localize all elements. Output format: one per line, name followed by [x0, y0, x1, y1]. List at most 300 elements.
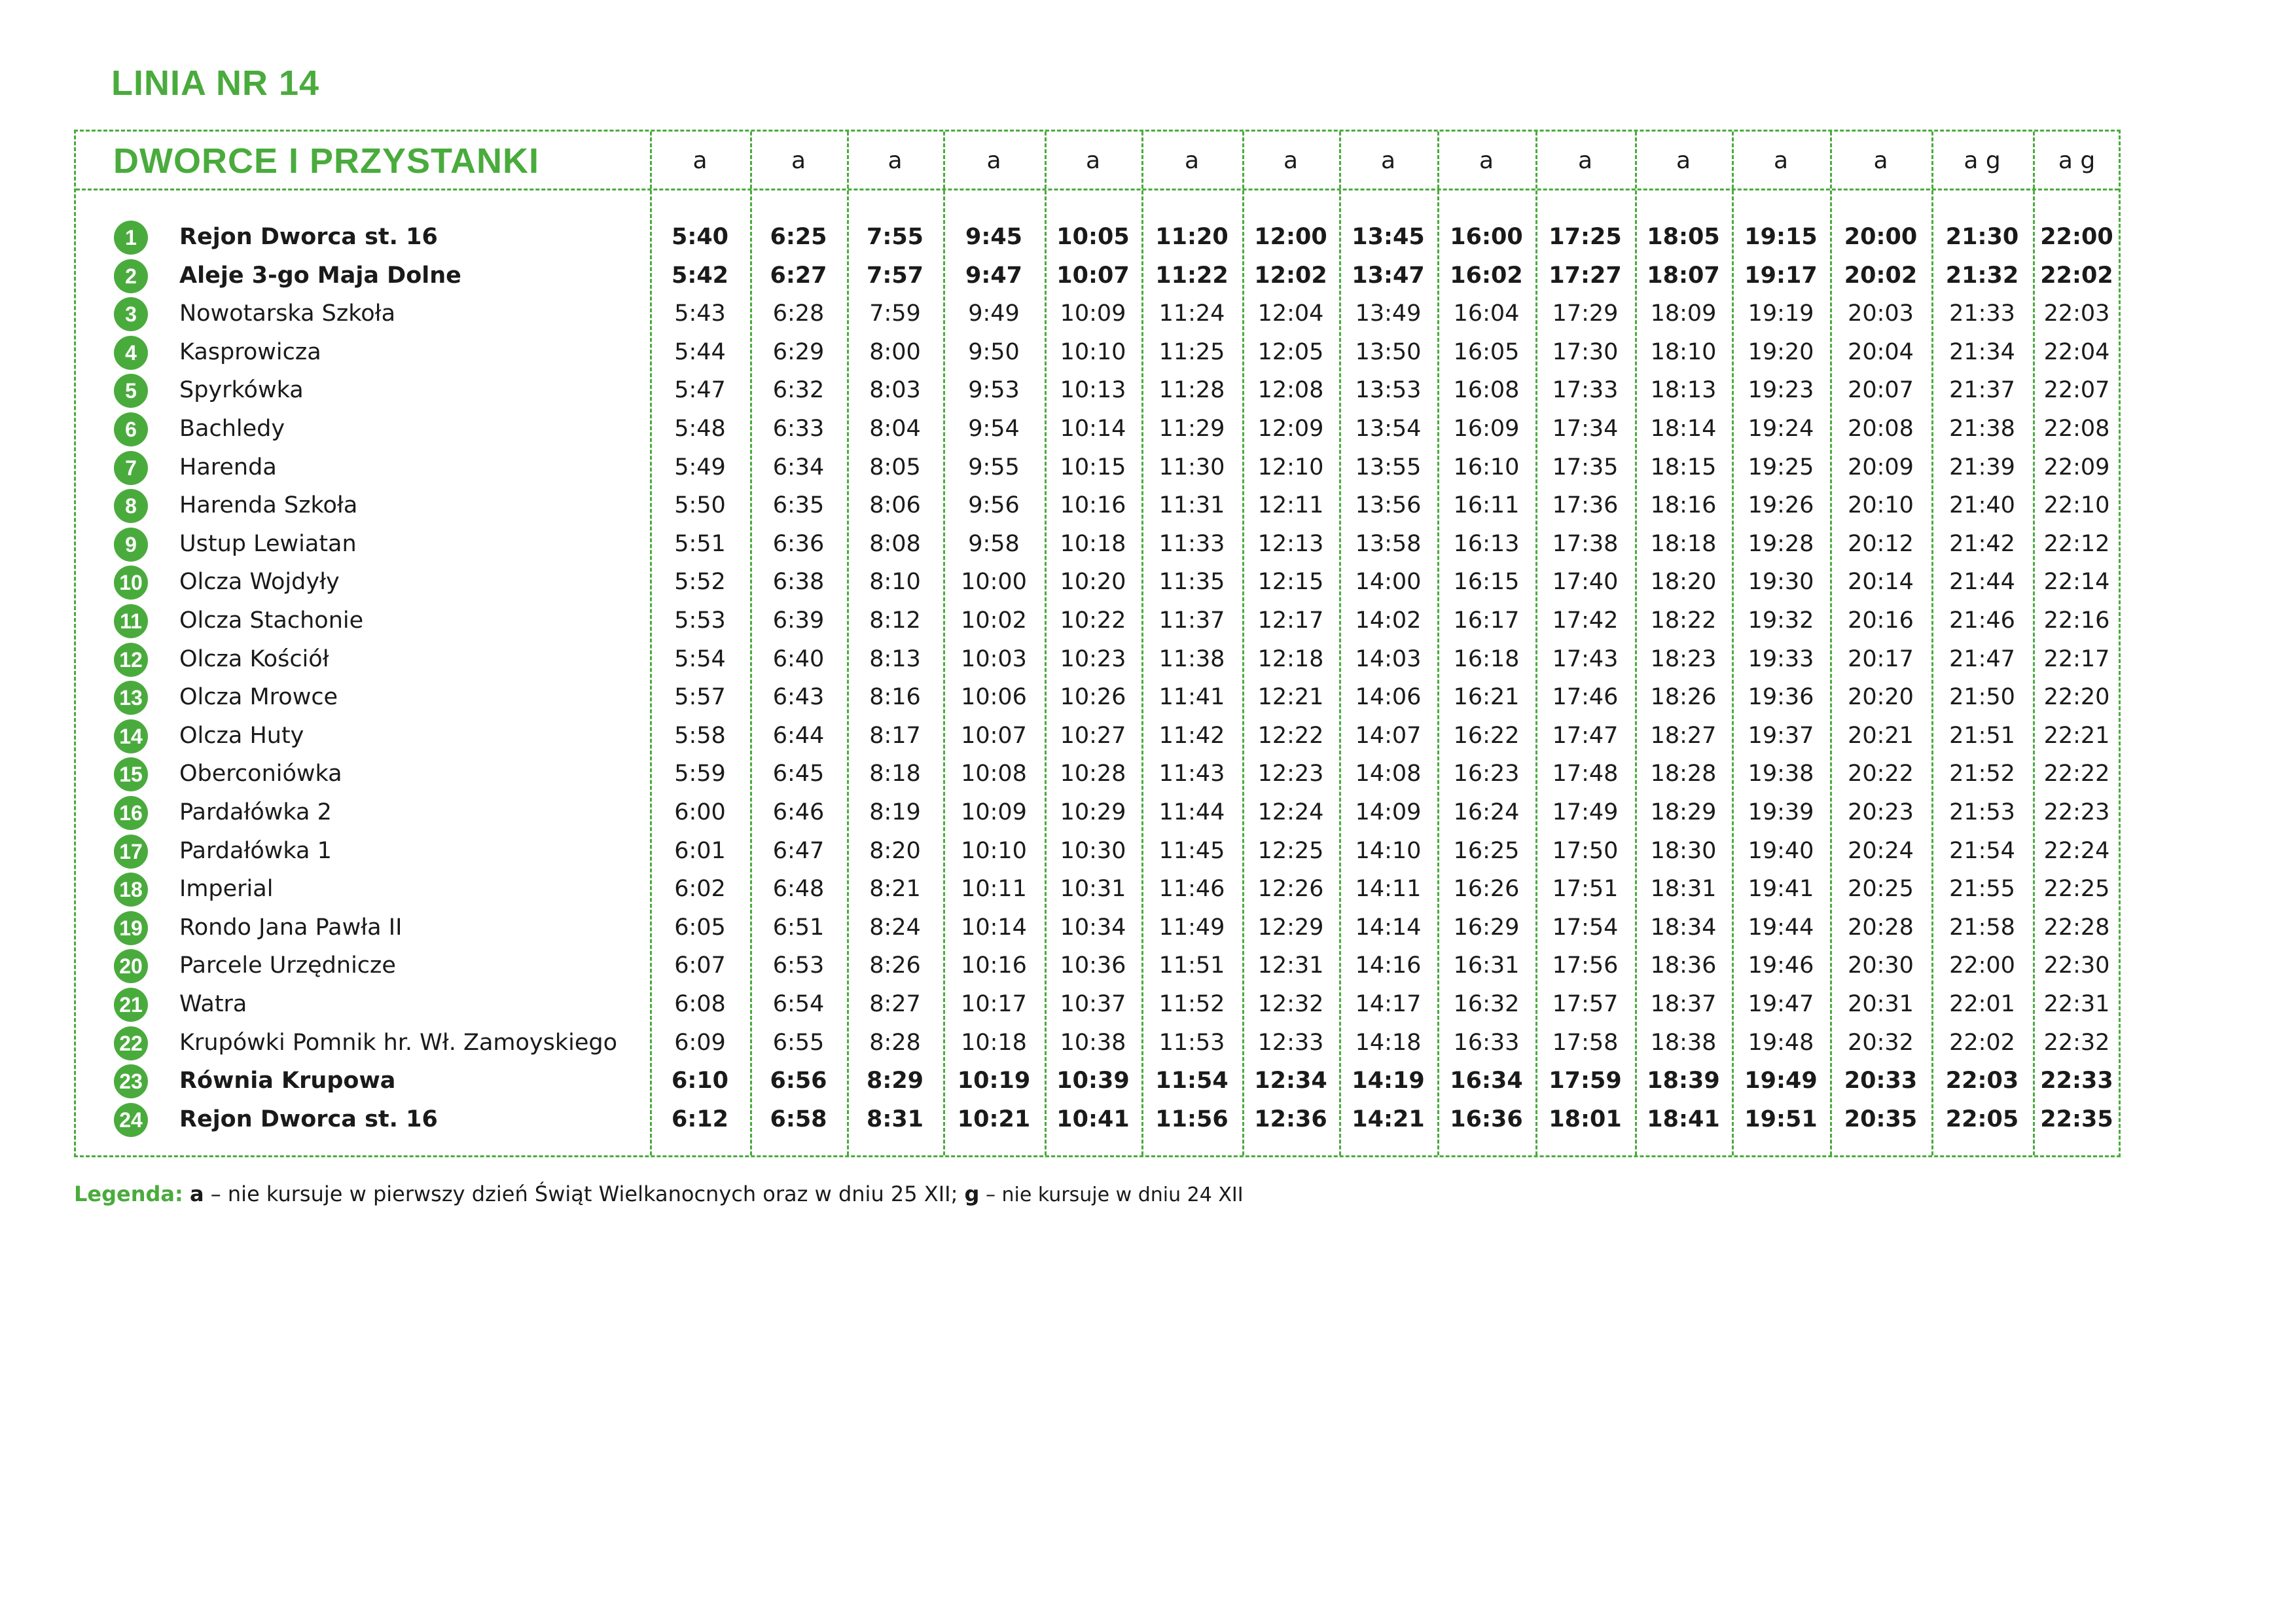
departure-time: 20:09	[1848, 454, 1914, 480]
departure-time: 5:53	[674, 607, 726, 634]
departure-time: 9:45	[965, 224, 1023, 250]
departure-time: 10:16	[1060, 492, 1126, 519]
stop-name: Parcele Urzędnicze	[179, 952, 396, 979]
course-column-header: a	[1085, 147, 1101, 174]
departure-time: 19:33	[1748, 645, 1814, 672]
timetable-header	[76, 132, 2119, 190]
departure-time: 19:44	[1748, 914, 1814, 941]
departure-time: 11:33	[1158, 530, 1225, 557]
departure-time: 17:40	[1552, 569, 1619, 596]
departure-time: 17:35	[1552, 454, 1619, 480]
departure-time: 12:36	[1254, 1106, 1327, 1132]
course-column-header: a g	[1964, 147, 2001, 174]
departure-time: 5:51	[674, 530, 726, 557]
course-column-header: a	[1873, 147, 1888, 174]
stop-number-badge: 17	[114, 835, 148, 869]
departure-time: 5:47	[674, 377, 726, 404]
stop-name: Bachledy	[179, 416, 285, 442]
departure-time: 19:38	[1748, 761, 1814, 787]
departure-time: 13:49	[1355, 300, 1422, 327]
course-column-header: a	[1577, 147, 1593, 174]
departure-time: 21:34	[1949, 338, 2015, 365]
departure-time: 13:47	[1352, 262, 1425, 289]
departure-time: 10:39	[1056, 1068, 1130, 1094]
departure-time: 12:26	[1257, 876, 1324, 903]
departure-time: 17:50	[1552, 837, 1619, 864]
table-row	[76, 717, 2119, 755]
departure-time: 18:13	[1650, 377, 1717, 404]
departure-time: 12:05	[1257, 338, 1324, 365]
departure-time: 8:16	[869, 684, 921, 711]
departure-time: 17:30	[1552, 338, 1619, 365]
departure-time: 5:49	[674, 454, 726, 480]
departure-time: 12:02	[1254, 262, 1327, 289]
stop-name: Watra	[179, 991, 247, 1017]
departure-time: 20:31	[1848, 991, 1914, 1017]
table-row	[76, 333, 2119, 372]
departure-time: 16:25	[1453, 837, 1520, 864]
departure-time: 18:20	[1650, 569, 1717, 596]
departure-time: 8:05	[869, 454, 921, 480]
stop-number-badge: 12	[114, 643, 148, 677]
departure-time: 10:23	[1060, 645, 1126, 672]
stop-name: Kasprowicza	[179, 338, 321, 365]
departure-time: 11:42	[1158, 722, 1225, 749]
departure-time: 9:50	[968, 338, 1020, 365]
stop-name: Harenda Szkoła	[179, 492, 358, 519]
table-row	[76, 985, 2119, 1024]
departure-time: 8:19	[869, 799, 921, 825]
departure-time: 21:37	[1949, 377, 2015, 404]
departure-time: 19:19	[1748, 300, 1814, 327]
departure-time: 17:34	[1552, 416, 1619, 442]
departure-time: 22:03	[2043, 300, 2110, 327]
stop-name: Oberconiówka	[179, 761, 342, 787]
departure-time: 20:32	[1848, 1029, 1914, 1056]
departure-time: 20:07	[1848, 377, 1914, 404]
departure-time: 16:09	[1453, 416, 1520, 442]
departure-time: 18:30	[1650, 837, 1717, 864]
departure-time: 18:22	[1650, 607, 1717, 634]
departure-time: 10:27	[1060, 722, 1126, 749]
departure-time: 18:05	[1647, 224, 1720, 250]
departure-time: 17:38	[1552, 530, 1619, 557]
departure-time: 16:18	[1453, 645, 1520, 672]
departure-time: 8:08	[869, 530, 921, 557]
departure-time: 11:54	[1155, 1068, 1229, 1094]
departure-time: 8:03	[869, 377, 921, 404]
departure-time: 5:48	[674, 416, 726, 442]
page-title: LINIA NR 14	[111, 63, 320, 103]
stop-number-badge: 21	[114, 988, 148, 1022]
stop-number-badge: 2	[114, 259, 148, 293]
departure-time: 20:02	[1844, 262, 1918, 289]
departure-time: 17:29	[1552, 300, 1619, 327]
departure-time: 11:22	[1155, 262, 1229, 289]
departure-time: 18:28	[1650, 761, 1717, 787]
departure-time: 6:39	[772, 607, 825, 634]
departure-time: 7:55	[866, 224, 924, 250]
stop-name: Spyrkówka	[179, 377, 304, 404]
departure-time: 10:26	[1060, 684, 1126, 711]
departure-time: 22:05	[1945, 1106, 2019, 1132]
departure-time: 10:06	[961, 684, 1027, 711]
departure-time: 10:31	[1060, 876, 1126, 903]
departure-time: 22:14	[2043, 569, 2110, 596]
course-column-header: a	[1380, 147, 1396, 174]
departure-time: 11:28	[1158, 377, 1225, 404]
departure-time: 22:33	[2040, 1068, 2113, 1094]
course-column-header: a g	[2058, 147, 2096, 174]
departure-time: 16:04	[1453, 300, 1520, 327]
departure-time: 19:23	[1748, 377, 1814, 404]
departure-time: 5:50	[674, 492, 726, 519]
departure-time: 14:10	[1355, 837, 1422, 864]
stop-number-badge: 10	[114, 566, 148, 600]
departure-time: 10:16	[961, 952, 1027, 979]
departure-time: 10:07	[1056, 262, 1130, 289]
timetable	[74, 130, 2121, 1157]
departure-time: 18:36	[1650, 952, 1717, 979]
table-row	[76, 486, 2119, 525]
departure-time: 20:04	[1848, 338, 1914, 365]
stop-name: Pardałówka 2	[179, 799, 332, 825]
departure-time: 12:23	[1257, 761, 1324, 787]
departure-time: 21:47	[1949, 645, 2015, 672]
departure-time: 11:37	[1158, 607, 1225, 634]
departure-time: 18:27	[1650, 722, 1717, 749]
departure-time: 9:56	[968, 492, 1020, 519]
table-row	[76, 218, 2119, 257]
departure-time: 19:51	[1744, 1106, 1818, 1132]
departure-time: 8:20	[869, 837, 921, 864]
departure-time: 8:06	[869, 492, 921, 519]
departure-time: 10:02	[961, 607, 1027, 634]
departure-time: 7:59	[869, 300, 921, 327]
departure-time: 6:51	[772, 914, 825, 941]
departure-time: 22:28	[2043, 914, 2110, 941]
departure-time: 21:54	[1949, 837, 2015, 864]
departure-time: 19:48	[1748, 1029, 1814, 1056]
departure-time: 10:28	[1060, 761, 1126, 787]
departure-time: 11:35	[1158, 569, 1225, 596]
departure-time: 12:13	[1257, 530, 1324, 557]
stop-name: Olcza Huty	[179, 722, 304, 749]
departure-time: 20:08	[1848, 416, 1914, 442]
table-row	[76, 602, 2119, 640]
departure-time: 14:02	[1355, 607, 1422, 634]
table-row	[76, 1100, 2119, 1139]
departure-time: 16:00	[1450, 224, 1523, 250]
departure-time: 10:17	[961, 991, 1027, 1017]
stop-number-badge: 18	[114, 873, 148, 907]
departure-time: 14:11	[1355, 876, 1422, 903]
table-row	[76, 371, 2119, 410]
departure-time: 16:22	[1453, 722, 1520, 749]
departure-time: 17:25	[1549, 224, 1622, 250]
departure-time: 8:12	[869, 607, 921, 634]
table-row	[76, 755, 2119, 793]
departure-time: 13:55	[1355, 454, 1422, 480]
departure-time: 17:27	[1549, 262, 1622, 289]
departure-time: 22:03	[1945, 1068, 2019, 1094]
departure-time: 13:45	[1352, 224, 1425, 250]
departure-time: 6:47	[772, 837, 825, 864]
table-row	[76, 678, 2119, 717]
departure-time: 11:56	[1155, 1106, 1229, 1132]
table-row	[76, 793, 2119, 832]
departure-time: 10:37	[1060, 991, 1126, 1017]
table-row	[76, 448, 2119, 487]
departure-time: 10:21	[957, 1106, 1031, 1132]
departure-time: 16:24	[1453, 799, 1520, 825]
departure-time: 6:29	[772, 338, 825, 365]
course-column-header: a	[1479, 147, 1494, 174]
departure-time: 19:28	[1748, 530, 1814, 557]
departure-time: 16:23	[1453, 761, 1520, 787]
departure-time: 18:16	[1650, 492, 1717, 519]
departure-time: 6:56	[770, 1068, 827, 1094]
departure-time: 11:30	[1158, 454, 1225, 480]
departure-time: 12:21	[1257, 684, 1324, 711]
stop-number-badge: 20	[114, 949, 148, 983]
departure-time: 17:51	[1552, 876, 1619, 903]
stop-number-badge: 16	[114, 796, 148, 830]
stop-number-badge: 19	[114, 911, 148, 945]
departure-time: 22:35	[2040, 1106, 2113, 1132]
departure-time: 18:23	[1650, 645, 1717, 672]
departure-time: 12:32	[1257, 991, 1324, 1017]
departure-time: 21:53	[1949, 799, 2015, 825]
stop-name: Olcza Stachonie	[179, 607, 364, 634]
departure-time: 5:42	[671, 262, 729, 289]
stop-number-badge: 6	[114, 412, 148, 446]
departure-time: 17:43	[1552, 645, 1619, 672]
departure-time: 11:49	[1158, 914, 1225, 941]
departure-time: 10:34	[1060, 914, 1126, 941]
table-row	[76, 525, 2119, 564]
legend-key-g: g	[964, 1182, 980, 1206]
departure-time: 10:10	[1060, 338, 1126, 365]
departure-time: 8:00	[869, 338, 921, 365]
departure-time: 22:32	[2043, 1029, 2110, 1056]
departure-time: 6:09	[674, 1029, 726, 1056]
departure-time: 6:08	[674, 991, 726, 1017]
departure-time: 22:25	[2043, 876, 2110, 903]
departure-time: 10:08	[961, 761, 1027, 787]
departure-time: 21:32	[1945, 262, 2019, 289]
departure-time: 13:53	[1355, 377, 1422, 404]
departure-time: 8:29	[866, 1068, 924, 1094]
departure-time: 6:02	[674, 876, 726, 903]
departure-time: 10:18	[1060, 530, 1126, 557]
departure-time: 12:08	[1257, 377, 1324, 404]
departure-time: 12:10	[1257, 454, 1324, 480]
departure-time: 14:09	[1355, 799, 1422, 825]
table-row	[76, 640, 2119, 679]
departure-time: 18:01	[1549, 1106, 1622, 1132]
departure-time: 11:51	[1158, 952, 1225, 979]
departure-time: 14:03	[1355, 645, 1422, 672]
departure-time: 11:38	[1158, 645, 1225, 672]
departure-time: 22:00	[1949, 952, 2015, 979]
departure-time: 10:20	[1060, 569, 1126, 596]
stop-number-badge: 15	[114, 757, 148, 791]
stop-number-badge: 9	[114, 528, 148, 562]
departure-time: 20:10	[1848, 492, 1914, 519]
departure-time: 17:54	[1552, 914, 1619, 941]
departure-time: 10:18	[961, 1029, 1027, 1056]
departure-time: 16:36	[1450, 1106, 1523, 1132]
departure-time: 16:17	[1453, 607, 1520, 634]
departure-time: 21:39	[1949, 454, 2015, 480]
departure-time: 16:11	[1453, 492, 1520, 519]
legend-key-a: a	[189, 1182, 204, 1206]
departure-time: 19:41	[1748, 876, 1814, 903]
departure-time: 12:17	[1257, 607, 1324, 634]
departure-time: 6:53	[772, 952, 825, 979]
departure-time: 11:44	[1158, 799, 1225, 825]
departure-time: 22:04	[2043, 338, 2110, 365]
departure-time: 19:36	[1748, 684, 1814, 711]
departure-time: 20:35	[1844, 1106, 1918, 1132]
departure-time: 8:31	[866, 1106, 924, 1132]
course-column-header: a	[791, 147, 806, 174]
departure-time: 18:39	[1647, 1068, 1720, 1094]
departure-time: 21:33	[1949, 300, 2015, 327]
course-column-header: a	[1283, 147, 1299, 174]
departure-time: 14:21	[1352, 1106, 1425, 1132]
departure-time: 11:41	[1158, 684, 1225, 711]
departure-time: 18:10	[1650, 338, 1717, 365]
departure-time: 5:44	[674, 338, 726, 365]
departure-time: 12:00	[1254, 224, 1327, 250]
departure-time: 6:34	[772, 454, 825, 480]
departure-time: 10:03	[961, 645, 1027, 672]
departure-time: 10:29	[1060, 799, 1126, 825]
departure-time: 6:10	[671, 1068, 729, 1094]
departure-time: 5:43	[674, 300, 726, 327]
departure-time: 8:26	[869, 952, 921, 979]
departure-time: 19:25	[1748, 454, 1814, 480]
departure-time: 10:15	[1060, 454, 1126, 480]
departure-time: 10:22	[1060, 607, 1126, 634]
departure-time: 22:30	[2043, 952, 2110, 979]
table-row	[76, 257, 2119, 295]
departure-time: 5:40	[671, 224, 729, 250]
departure-time: 21:46	[1949, 607, 2015, 634]
departure-time: 21:50	[1949, 684, 2015, 711]
departure-time: 16:13	[1453, 530, 1520, 557]
stop-name: Rejon Dworca st. 16	[179, 224, 438, 250]
departure-time: 21:55	[1949, 876, 2015, 903]
stop-number-badge: 13	[114, 681, 148, 715]
departure-time: 6:33	[772, 416, 825, 442]
stop-name: Krupówki Pomnik hr. Wł. Zamoyskiego	[179, 1029, 618, 1056]
departure-time: 13:54	[1355, 416, 1422, 442]
departure-time: 20:17	[1848, 645, 1914, 672]
departure-time: 22:31	[2043, 991, 2110, 1017]
departure-time: 17:59	[1549, 1068, 1622, 1094]
departure-time: 19:39	[1748, 799, 1814, 825]
departure-time: 8:24	[869, 914, 921, 941]
table-row	[76, 410, 2119, 448]
departure-time: 8:27	[869, 991, 921, 1017]
departure-time: 8:13	[869, 645, 921, 672]
departure-time: 16:34	[1450, 1068, 1523, 1094]
course-column-header: a	[1773, 147, 1789, 174]
departure-time: 12:29	[1257, 914, 1324, 941]
departure-time: 14:17	[1355, 991, 1422, 1017]
departure-time: 10:09	[1060, 300, 1126, 327]
stop-number-badge: 4	[114, 336, 148, 370]
departure-time: 12:11	[1257, 492, 1324, 519]
departure-time: 11:31	[1158, 492, 1225, 519]
departure-time: 19:47	[1748, 991, 1814, 1017]
departure-time: 7:57	[866, 262, 924, 289]
departure-time: 19:30	[1748, 569, 1814, 596]
departure-time: 12:34	[1254, 1068, 1327, 1094]
departure-time: 22:23	[2043, 799, 2110, 825]
stop-name: Harenda	[179, 454, 277, 480]
departure-time: 22:20	[2043, 684, 2110, 711]
departure-time: 11:45	[1158, 837, 1225, 864]
course-column-header: a	[888, 147, 903, 174]
departure-time: 5:58	[674, 722, 726, 749]
departure-time: 22:00	[2040, 224, 2113, 250]
departure-time: 14:14	[1355, 914, 1422, 941]
departure-time: 21:52	[1949, 761, 2015, 787]
departure-time: 20:21	[1848, 722, 1914, 749]
departure-time: 22:21	[2043, 722, 2110, 749]
departure-time: 12:25	[1257, 837, 1324, 864]
departure-time: 17:33	[1552, 377, 1619, 404]
departure-time: 6:36	[772, 530, 825, 557]
stop-name: Aleje 3-go Maja Dolne	[179, 262, 461, 289]
departure-time: 18:31	[1650, 876, 1717, 903]
departure-time: 17:56	[1552, 952, 1619, 979]
departure-time: 6:32	[772, 377, 825, 404]
departure-time: 8:04	[869, 416, 921, 442]
departure-time: 22:10	[2043, 492, 2110, 519]
departure-time: 6:35	[772, 492, 825, 519]
stop-number-badge: 5	[114, 374, 148, 408]
departure-time: 12:18	[1257, 645, 1324, 672]
departure-time: 10:13	[1060, 377, 1126, 404]
departure-time: 18:09	[1650, 300, 1717, 327]
stop-number-badge: 23	[114, 1064, 148, 1098]
departure-time: 9:49	[968, 300, 1020, 327]
departure-time: 20:03	[1848, 300, 1914, 327]
departure-time: 19:26	[1748, 492, 1814, 519]
departure-time: 16:15	[1453, 569, 1520, 596]
course-column-header: a	[986, 147, 1001, 174]
departure-time: 19:24	[1748, 416, 1814, 442]
departure-time: 8:28	[869, 1029, 921, 1056]
departure-time: 21:40	[1949, 492, 2015, 519]
departure-time: 17:49	[1552, 799, 1619, 825]
departure-time: 8:18	[869, 761, 921, 787]
stop-number-badge: 14	[114, 719, 148, 753]
departure-time: 10:00	[961, 569, 1027, 596]
departure-time: 6:58	[770, 1106, 827, 1132]
departure-time: 16:32	[1453, 991, 1520, 1017]
departure-time: 22:02	[1949, 1029, 2015, 1056]
departure-time: 17:57	[1552, 991, 1619, 1017]
departure-time: 9:54	[968, 416, 1020, 442]
departure-time: 11:20	[1155, 224, 1229, 250]
departure-time: 21:58	[1949, 914, 2015, 941]
